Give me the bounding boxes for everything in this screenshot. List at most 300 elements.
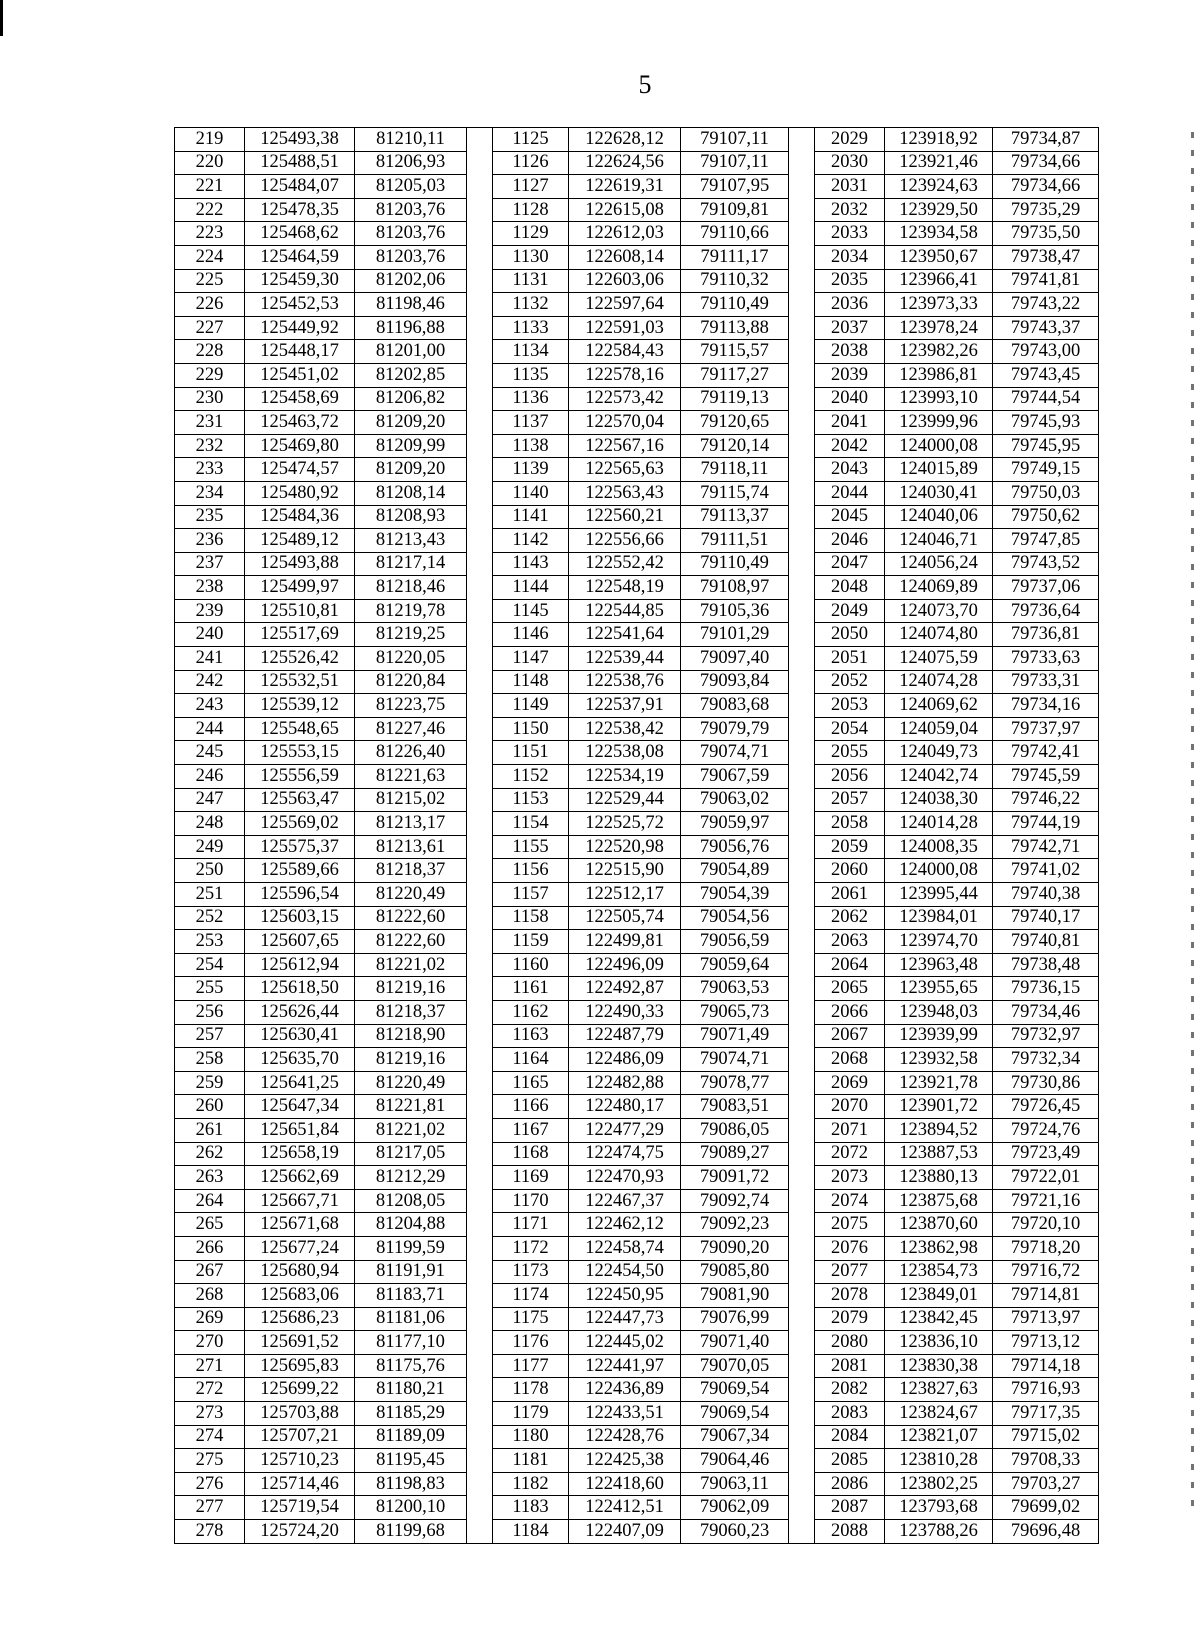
table-row bbox=[175, 363, 1099, 387]
point-number-cell: 1179 bbox=[493, 1402, 569, 1426]
x-coordinate-cell: 125569,02 bbox=[245, 812, 355, 836]
y-coordinate-cell: 79063,11 bbox=[681, 1472, 789, 1496]
point-number-cell: 251 bbox=[175, 883, 245, 907]
point-number-cell: 229 bbox=[175, 363, 245, 387]
x-coordinate-cell: 123887,53 bbox=[885, 1142, 993, 1166]
point-number-cell: 2085 bbox=[815, 1449, 885, 1473]
x-coordinate-cell: 125469,80 bbox=[245, 434, 355, 458]
x-coordinate-cell: 125464,59 bbox=[245, 245, 355, 269]
column-gap bbox=[789, 1402, 815, 1426]
column-gap bbox=[467, 599, 493, 623]
y-coordinate-cell: 81226,40 bbox=[355, 741, 467, 765]
y-coordinate-cell: 79113,88 bbox=[681, 316, 789, 340]
column-gap bbox=[467, 505, 493, 529]
y-coordinate-cell: 79119,13 bbox=[681, 387, 789, 411]
point-number-cell: 259 bbox=[175, 1071, 245, 1095]
y-coordinate-cell: 81200,10 bbox=[355, 1496, 467, 1520]
y-coordinate-cell: 81221,02 bbox=[355, 953, 467, 977]
x-coordinate-cell: 122529,44 bbox=[569, 788, 681, 812]
column-gap bbox=[789, 1354, 815, 1378]
column-gap bbox=[789, 387, 815, 411]
y-coordinate-cell: 81219,16 bbox=[355, 1048, 467, 1072]
x-coordinate-cell: 125589,66 bbox=[245, 859, 355, 883]
y-coordinate-cell: 79059,97 bbox=[681, 812, 789, 836]
x-coordinate-cell: 125451,02 bbox=[245, 363, 355, 387]
x-coordinate-cell: 125510,81 bbox=[245, 599, 355, 623]
table-row bbox=[175, 245, 1099, 269]
x-coordinate-cell: 122563,43 bbox=[569, 481, 681, 505]
point-number-cell: 223 bbox=[175, 222, 245, 246]
point-number-cell: 1164 bbox=[493, 1048, 569, 1072]
x-coordinate-cell: 125618,50 bbox=[245, 977, 355, 1001]
point-number-cell: 2031 bbox=[815, 175, 885, 199]
y-coordinate-cell: 79743,37 bbox=[993, 316, 1099, 340]
column-gap bbox=[467, 1284, 493, 1308]
x-coordinate-cell: 123827,63 bbox=[885, 1378, 993, 1402]
column-gap bbox=[467, 245, 493, 269]
column-gap bbox=[789, 505, 815, 529]
column-gap bbox=[467, 670, 493, 694]
column-gap bbox=[789, 694, 815, 718]
point-number-cell: 249 bbox=[175, 835, 245, 859]
x-coordinate-cell: 123934,58 bbox=[885, 222, 993, 246]
y-coordinate-cell: 79736,81 bbox=[993, 623, 1099, 647]
x-coordinate-cell: 125703,88 bbox=[245, 1402, 355, 1426]
point-number-cell: 235 bbox=[175, 505, 245, 529]
column-gap bbox=[789, 316, 815, 340]
y-coordinate-cell: 79070,05 bbox=[681, 1354, 789, 1378]
column-gap bbox=[467, 717, 493, 741]
x-coordinate-cell: 125493,38 bbox=[245, 128, 355, 152]
table-row bbox=[175, 1331, 1099, 1355]
y-coordinate-cell: 81222,60 bbox=[355, 906, 467, 930]
y-coordinate-cell: 79101,29 bbox=[681, 623, 789, 647]
x-coordinate-cell: 123862,98 bbox=[885, 1236, 993, 1260]
x-coordinate-cell: 123963,48 bbox=[885, 953, 993, 977]
column-gap bbox=[467, 1378, 493, 1402]
point-number-cell: 265 bbox=[175, 1213, 245, 1237]
x-coordinate-cell: 125603,15 bbox=[245, 906, 355, 930]
y-coordinate-cell: 79713,97 bbox=[993, 1307, 1099, 1331]
column-gap bbox=[467, 977, 493, 1001]
y-coordinate-cell: 79714,18 bbox=[993, 1354, 1099, 1378]
table-row bbox=[175, 1449, 1099, 1473]
y-coordinate-cell: 81177,10 bbox=[355, 1331, 467, 1355]
y-coordinate-cell: 79744,19 bbox=[993, 812, 1099, 836]
x-coordinate-cell: 123824,67 bbox=[885, 1402, 993, 1426]
table-row bbox=[175, 1496, 1099, 1520]
y-coordinate-cell: 79054,56 bbox=[681, 906, 789, 930]
point-number-cell: 2067 bbox=[815, 1024, 885, 1048]
column-gap bbox=[467, 788, 493, 812]
x-coordinate-cell: 125699,22 bbox=[245, 1378, 355, 1402]
x-coordinate-cell: 125548,65 bbox=[245, 717, 355, 741]
y-coordinate-cell: 81219,78 bbox=[355, 599, 467, 623]
y-coordinate-cell: 79732,97 bbox=[993, 1024, 1099, 1048]
table-row bbox=[175, 953, 1099, 977]
x-coordinate-cell: 122573,42 bbox=[569, 387, 681, 411]
y-coordinate-cell: 79734,66 bbox=[993, 175, 1099, 199]
column-gap bbox=[467, 1118, 493, 1142]
column-gap bbox=[789, 1260, 815, 1284]
y-coordinate-cell: 81218,90 bbox=[355, 1024, 467, 1048]
x-coordinate-cell: 125463,72 bbox=[245, 411, 355, 435]
point-number-cell: 250 bbox=[175, 859, 245, 883]
x-coordinate-cell: 124075,59 bbox=[885, 647, 993, 671]
y-coordinate-cell: 79083,51 bbox=[681, 1095, 789, 1119]
column-gap bbox=[467, 1307, 493, 1331]
column-gap bbox=[467, 812, 493, 836]
column-gap bbox=[789, 977, 815, 1001]
point-number-cell: 2062 bbox=[815, 906, 885, 930]
column-gap bbox=[789, 576, 815, 600]
x-coordinate-cell: 122467,37 bbox=[569, 1189, 681, 1213]
x-coordinate-cell: 125484,07 bbox=[245, 175, 355, 199]
point-number-cell: 2065 bbox=[815, 977, 885, 1001]
column-gap bbox=[789, 599, 815, 623]
x-coordinate-cell: 123894,52 bbox=[885, 1118, 993, 1142]
y-coordinate-cell: 79107,11 bbox=[681, 151, 789, 175]
x-coordinate-cell: 123880,13 bbox=[885, 1166, 993, 1190]
y-coordinate-cell: 81227,46 bbox=[355, 717, 467, 741]
y-coordinate-cell: 79059,64 bbox=[681, 953, 789, 977]
column-gap bbox=[467, 1354, 493, 1378]
table-row bbox=[175, 1472, 1099, 1496]
x-coordinate-cell: 125658,19 bbox=[245, 1142, 355, 1166]
x-coordinate-cell: 122492,87 bbox=[569, 977, 681, 1001]
column-gap bbox=[467, 765, 493, 789]
point-number-cell: 1167 bbox=[493, 1118, 569, 1142]
point-number-cell: 272 bbox=[175, 1378, 245, 1402]
column-gap bbox=[467, 1048, 493, 1072]
point-number-cell: 2055 bbox=[815, 741, 885, 765]
x-coordinate-cell: 125553,15 bbox=[245, 741, 355, 765]
table-row bbox=[175, 293, 1099, 317]
x-coordinate-cell: 125449,92 bbox=[245, 316, 355, 340]
column-gap bbox=[467, 741, 493, 765]
y-coordinate-cell: 79091,72 bbox=[681, 1166, 789, 1190]
y-coordinate-cell: 81199,59 bbox=[355, 1236, 467, 1260]
point-number-cell: 276 bbox=[175, 1472, 245, 1496]
point-number-cell: 1129 bbox=[493, 222, 569, 246]
x-coordinate-cell: 125710,23 bbox=[245, 1449, 355, 1473]
column-gap bbox=[467, 1496, 493, 1520]
x-coordinate-cell: 123932,58 bbox=[885, 1048, 993, 1072]
y-coordinate-cell: 81198,83 bbox=[355, 1472, 467, 1496]
point-number-cell: 2058 bbox=[815, 812, 885, 836]
point-number-cell: 2070 bbox=[815, 1095, 885, 1119]
point-number-cell: 273 bbox=[175, 1402, 245, 1426]
y-coordinate-cell: 79721,16 bbox=[993, 1189, 1099, 1213]
column-gap bbox=[467, 623, 493, 647]
y-coordinate-cell: 81209,20 bbox=[355, 458, 467, 482]
point-number-cell: 2045 bbox=[815, 505, 885, 529]
table-row bbox=[175, 458, 1099, 482]
x-coordinate-cell: 122591,03 bbox=[569, 316, 681, 340]
x-coordinate-cell: 124040,06 bbox=[885, 505, 993, 529]
x-coordinate-cell: 124059,04 bbox=[885, 717, 993, 741]
table-row bbox=[175, 765, 1099, 789]
point-number-cell: 1182 bbox=[493, 1472, 569, 1496]
table-row bbox=[175, 198, 1099, 222]
point-number-cell: 2084 bbox=[815, 1425, 885, 1449]
x-coordinate-cell: 122407,09 bbox=[569, 1520, 681, 1544]
y-coordinate-cell: 79056,59 bbox=[681, 930, 789, 954]
column-gap bbox=[467, 128, 493, 152]
y-coordinate-cell: 81191,91 bbox=[355, 1260, 467, 1284]
column-gap bbox=[467, 1166, 493, 1190]
coordinates-table-body bbox=[175, 128, 1099, 1544]
point-number-cell: 1155 bbox=[493, 835, 569, 859]
x-coordinate-cell: 122538,76 bbox=[569, 670, 681, 694]
column-gap bbox=[467, 883, 493, 907]
y-coordinate-cell: 81206,93 bbox=[355, 151, 467, 175]
point-number-cell: 1133 bbox=[493, 316, 569, 340]
point-number-cell: 1148 bbox=[493, 670, 569, 694]
table-row bbox=[175, 859, 1099, 883]
table-row bbox=[175, 411, 1099, 435]
y-coordinate-cell: 81209,20 bbox=[355, 411, 467, 435]
column-gap bbox=[467, 1000, 493, 1024]
y-coordinate-cell: 81217,14 bbox=[355, 552, 467, 576]
column-gap bbox=[467, 198, 493, 222]
y-coordinate-cell: 79750,62 bbox=[993, 505, 1099, 529]
y-coordinate-cell: 79108,97 bbox=[681, 576, 789, 600]
point-number-cell: 2042 bbox=[815, 434, 885, 458]
y-coordinate-cell: 79063,53 bbox=[681, 977, 789, 1001]
x-coordinate-cell: 125458,69 bbox=[245, 387, 355, 411]
column-gap bbox=[789, 529, 815, 553]
x-coordinate-cell: 125480,92 bbox=[245, 481, 355, 505]
point-number-cell: 2069 bbox=[815, 1071, 885, 1095]
x-coordinate-cell: 123978,24 bbox=[885, 316, 993, 340]
column-gap bbox=[467, 340, 493, 364]
point-number-cell: 2068 bbox=[815, 1048, 885, 1072]
y-coordinate-cell: 79107,95 bbox=[681, 175, 789, 199]
point-number-cell: 2081 bbox=[815, 1354, 885, 1378]
table-row bbox=[175, 930, 1099, 954]
x-coordinate-cell: 125499,97 bbox=[245, 576, 355, 600]
x-coordinate-cell: 122490,33 bbox=[569, 1000, 681, 1024]
y-coordinate-cell: 81221,81 bbox=[355, 1095, 467, 1119]
y-coordinate-cell: 81185,29 bbox=[355, 1402, 467, 1426]
column-gap bbox=[789, 1189, 815, 1213]
y-coordinate-cell: 81208,93 bbox=[355, 505, 467, 529]
column-gap bbox=[789, 222, 815, 246]
y-coordinate-cell: 79713,12 bbox=[993, 1331, 1099, 1355]
y-coordinate-cell: 79745,59 bbox=[993, 765, 1099, 789]
y-coordinate-cell: 81218,46 bbox=[355, 576, 467, 600]
point-number-cell: 1161 bbox=[493, 977, 569, 1001]
x-coordinate-cell: 122608,14 bbox=[569, 245, 681, 269]
point-number-cell: 1141 bbox=[493, 505, 569, 529]
x-coordinate-cell: 122570,04 bbox=[569, 411, 681, 435]
y-coordinate-cell: 79716,72 bbox=[993, 1260, 1099, 1284]
table-row bbox=[175, 694, 1099, 718]
point-number-cell: 2072 bbox=[815, 1142, 885, 1166]
x-coordinate-cell: 123821,07 bbox=[885, 1425, 993, 1449]
x-coordinate-cell: 123950,67 bbox=[885, 245, 993, 269]
x-coordinate-cell: 122520,98 bbox=[569, 835, 681, 859]
y-coordinate-cell: 79747,85 bbox=[993, 529, 1099, 553]
y-coordinate-cell: 81203,76 bbox=[355, 198, 467, 222]
y-coordinate-cell: 81203,76 bbox=[355, 222, 467, 246]
x-coordinate-cell: 122544,85 bbox=[569, 599, 681, 623]
point-number-cell: 1157 bbox=[493, 883, 569, 907]
x-coordinate-cell: 122584,43 bbox=[569, 340, 681, 364]
y-coordinate-cell: 79723,49 bbox=[993, 1142, 1099, 1166]
point-number-cell: 1181 bbox=[493, 1449, 569, 1473]
x-coordinate-cell: 122425,38 bbox=[569, 1449, 681, 1473]
column-gap bbox=[467, 835, 493, 859]
table-row bbox=[175, 387, 1099, 411]
table-row bbox=[175, 1402, 1099, 1426]
point-number-cell: 1175 bbox=[493, 1307, 569, 1331]
y-coordinate-cell: 81213,17 bbox=[355, 812, 467, 836]
y-coordinate-cell: 79076,99 bbox=[681, 1307, 789, 1331]
point-number-cell: 1165 bbox=[493, 1071, 569, 1095]
table-row bbox=[175, 316, 1099, 340]
point-number-cell: 1147 bbox=[493, 647, 569, 671]
x-coordinate-cell: 123836,10 bbox=[885, 1331, 993, 1355]
point-number-cell: 1135 bbox=[493, 363, 569, 387]
point-number-cell: 278 bbox=[175, 1520, 245, 1544]
point-number-cell: 226 bbox=[175, 293, 245, 317]
x-coordinate-cell: 123929,50 bbox=[885, 198, 993, 222]
y-coordinate-cell: 79093,84 bbox=[681, 670, 789, 694]
table-row bbox=[175, 1354, 1099, 1378]
column-gap bbox=[789, 293, 815, 317]
x-coordinate-cell: 122433,51 bbox=[569, 1402, 681, 1426]
column-gap bbox=[467, 1472, 493, 1496]
table-row bbox=[175, 835, 1099, 859]
x-coordinate-cell: 125532,51 bbox=[245, 670, 355, 694]
y-coordinate-cell: 79742,41 bbox=[993, 741, 1099, 765]
table-row bbox=[175, 1213, 1099, 1237]
point-number-cell: 1162 bbox=[493, 1000, 569, 1024]
point-number-cell: 237 bbox=[175, 552, 245, 576]
point-number-cell: 231 bbox=[175, 411, 245, 435]
column-gap bbox=[789, 1048, 815, 1072]
table-row bbox=[175, 1024, 1099, 1048]
point-number-cell: 2088 bbox=[815, 1520, 885, 1544]
y-coordinate-cell: 81220,49 bbox=[355, 883, 467, 907]
column-gap bbox=[789, 765, 815, 789]
point-number-cell: 2039 bbox=[815, 363, 885, 387]
point-number-cell: 270 bbox=[175, 1331, 245, 1355]
column-gap bbox=[789, 1000, 815, 1024]
table-row bbox=[175, 1307, 1099, 1331]
point-number-cell: 1137 bbox=[493, 411, 569, 435]
point-number-cell: 1153 bbox=[493, 788, 569, 812]
column-gap bbox=[789, 269, 815, 293]
y-coordinate-cell: 79718,20 bbox=[993, 1236, 1099, 1260]
table-row bbox=[175, 128, 1099, 152]
point-number-cell: 264 bbox=[175, 1189, 245, 1213]
point-number-cell: 234 bbox=[175, 481, 245, 505]
x-coordinate-cell: 122499,81 bbox=[569, 930, 681, 954]
point-number-cell: 243 bbox=[175, 694, 245, 718]
y-coordinate-cell: 79708,33 bbox=[993, 1449, 1099, 1473]
column-gap bbox=[467, 434, 493, 458]
y-coordinate-cell: 81220,05 bbox=[355, 647, 467, 671]
point-number-cell: 2053 bbox=[815, 694, 885, 718]
coordinates-table bbox=[174, 127, 1099, 1544]
y-coordinate-cell: 79083,68 bbox=[681, 694, 789, 718]
x-coordinate-cell: 125489,12 bbox=[245, 529, 355, 553]
point-number-cell: 2075 bbox=[815, 1213, 885, 1237]
point-number-cell: 1168 bbox=[493, 1142, 569, 1166]
x-coordinate-cell: 125556,59 bbox=[245, 765, 355, 789]
y-coordinate-cell: 79715,02 bbox=[993, 1425, 1099, 1449]
y-coordinate-cell: 79743,22 bbox=[993, 293, 1099, 317]
point-number-cell: 2038 bbox=[815, 340, 885, 364]
point-number-cell: 2063 bbox=[815, 930, 885, 954]
point-number-cell: 241 bbox=[175, 647, 245, 671]
column-gap bbox=[789, 1142, 815, 1166]
point-number-cell: 1139 bbox=[493, 458, 569, 482]
point-number-cell: 2043 bbox=[815, 458, 885, 482]
x-coordinate-cell: 123986,81 bbox=[885, 363, 993, 387]
x-coordinate-cell: 122615,08 bbox=[569, 198, 681, 222]
point-number-cell: 1171 bbox=[493, 1213, 569, 1237]
x-coordinate-cell: 125612,94 bbox=[245, 953, 355, 977]
column-gap bbox=[789, 670, 815, 694]
table-row bbox=[175, 434, 1099, 458]
x-coordinate-cell: 125667,71 bbox=[245, 1189, 355, 1213]
y-coordinate-cell: 79696,48 bbox=[993, 1520, 1099, 1544]
x-coordinate-cell: 123802,25 bbox=[885, 1472, 993, 1496]
y-coordinate-cell: 79736,64 bbox=[993, 599, 1099, 623]
point-number-cell: 269 bbox=[175, 1307, 245, 1331]
x-coordinate-cell: 124008,35 bbox=[885, 835, 993, 859]
point-number-cell: 1144 bbox=[493, 576, 569, 600]
y-coordinate-cell: 79117,27 bbox=[681, 363, 789, 387]
x-coordinate-cell: 123993,10 bbox=[885, 387, 993, 411]
point-number-cell: 2057 bbox=[815, 788, 885, 812]
x-coordinate-cell: 122450,95 bbox=[569, 1284, 681, 1308]
point-number-cell: 1146 bbox=[493, 623, 569, 647]
x-coordinate-cell: 125691,52 bbox=[245, 1331, 355, 1355]
table-row bbox=[175, 1000, 1099, 1024]
point-number-cell: 2056 bbox=[815, 765, 885, 789]
x-coordinate-cell: 122578,16 bbox=[569, 363, 681, 387]
column-gap bbox=[467, 1449, 493, 1473]
x-coordinate-cell: 123948,03 bbox=[885, 1000, 993, 1024]
x-coordinate-cell: 125680,94 bbox=[245, 1260, 355, 1284]
point-number-cell: 2080 bbox=[815, 1331, 885, 1355]
table-row bbox=[175, 883, 1099, 907]
point-number-cell: 2059 bbox=[815, 835, 885, 859]
point-number-cell: 2052 bbox=[815, 670, 885, 694]
y-coordinate-cell: 81205,03 bbox=[355, 175, 467, 199]
point-number-cell: 1132 bbox=[493, 293, 569, 317]
x-coordinate-cell: 122462,12 bbox=[569, 1213, 681, 1237]
y-coordinate-cell: 79064,46 bbox=[681, 1449, 789, 1473]
x-coordinate-cell: 125459,30 bbox=[245, 269, 355, 293]
x-coordinate-cell: 123788,26 bbox=[885, 1520, 993, 1544]
column-gap bbox=[789, 411, 815, 435]
point-number-cell: 252 bbox=[175, 906, 245, 930]
point-number-cell: 245 bbox=[175, 741, 245, 765]
column-gap bbox=[467, 411, 493, 435]
point-number-cell: 2034 bbox=[815, 245, 885, 269]
table-row bbox=[175, 1425, 1099, 1449]
point-number-cell: 1184 bbox=[493, 1520, 569, 1544]
x-coordinate-cell: 124042,74 bbox=[885, 765, 993, 789]
table-row bbox=[175, 576, 1099, 600]
column-gap bbox=[789, 434, 815, 458]
